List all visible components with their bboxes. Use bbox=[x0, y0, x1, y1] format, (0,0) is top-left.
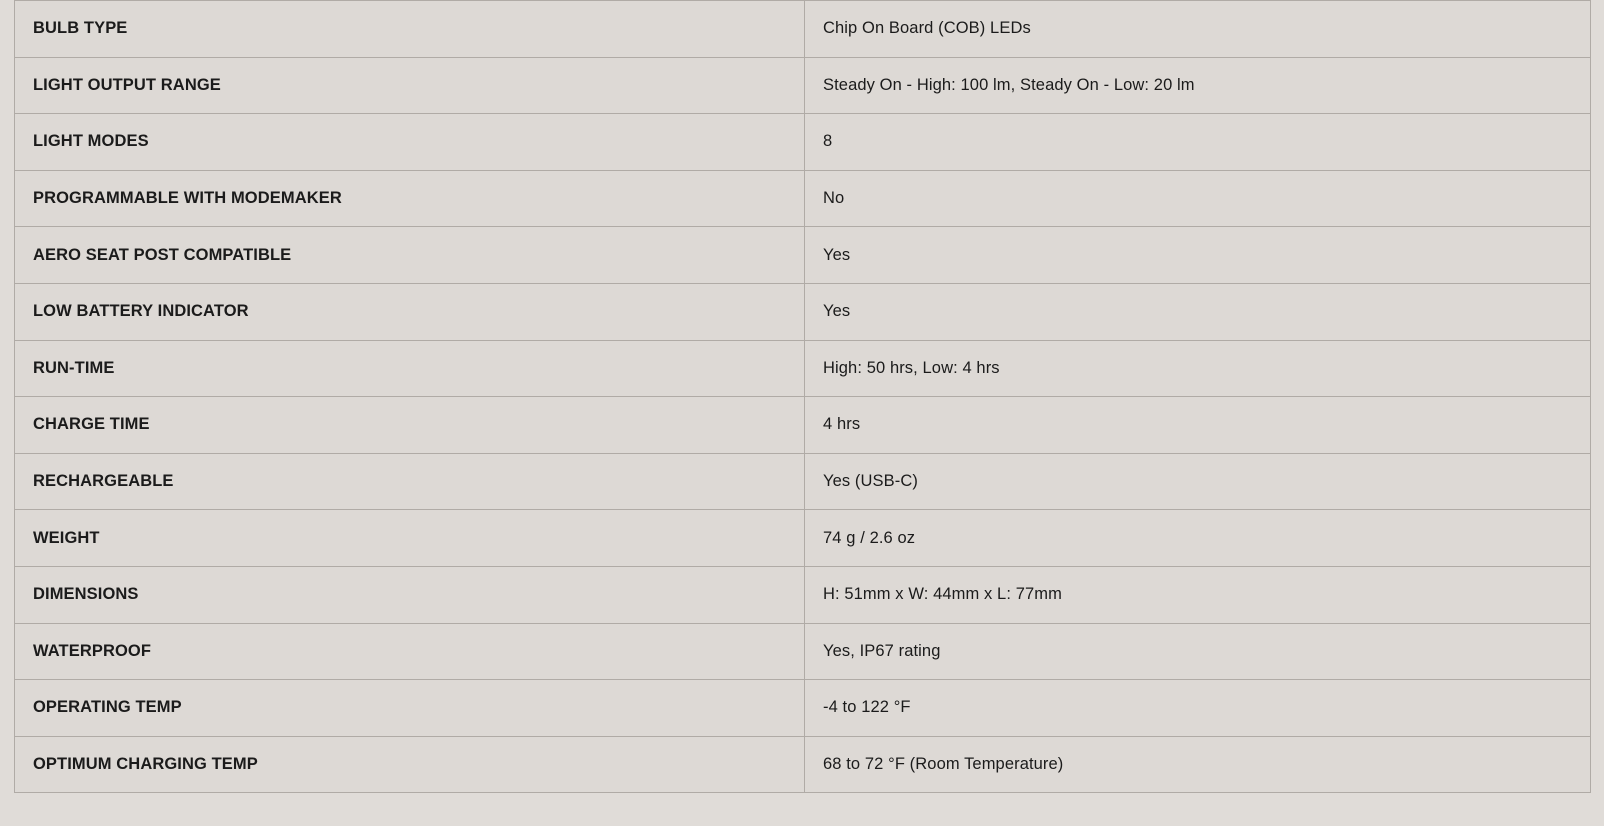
table-row bbox=[15, 227, 1591, 284]
spec-label-cell: RUN-TIME bbox=[15, 340, 805, 397]
table-row bbox=[15, 623, 1591, 680]
spec-label-cell: CHARGE TIME bbox=[15, 397, 805, 454]
table-row bbox=[15, 566, 1591, 623]
specifications-table bbox=[14, 0, 1591, 793]
table-row bbox=[15, 283, 1591, 340]
spec-table-body bbox=[15, 1, 1591, 793]
spec-label-cell: OPERATING TEMP bbox=[15, 680, 805, 737]
spec-value-cell: 74 g / 2.6 oz bbox=[805, 510, 1591, 567]
table-row bbox=[15, 340, 1591, 397]
spec-value-cell: Yes (USB-C) bbox=[805, 453, 1591, 510]
spec-label-cell: DIMENSIONS bbox=[15, 566, 805, 623]
spec-label-cell: WEIGHT bbox=[15, 510, 805, 567]
table-row bbox=[15, 680, 1591, 737]
spec-value-cell: -4 to 122 °F bbox=[805, 680, 1591, 737]
table-row bbox=[15, 736, 1591, 793]
spec-value-cell: No bbox=[805, 170, 1591, 227]
spec-value-cell: High: 50 hrs, Low: 4 hrs bbox=[805, 340, 1591, 397]
spec-label-cell: PROGRAMMABLE WITH MODEMAKER bbox=[15, 170, 805, 227]
spec-label-cell: LIGHT MODES bbox=[15, 114, 805, 171]
spec-value-cell: Yes, IP67 rating bbox=[805, 623, 1591, 680]
table-row bbox=[15, 510, 1591, 567]
table-row bbox=[15, 453, 1591, 510]
spec-label-cell: LOW BATTERY INDICATOR bbox=[15, 283, 805, 340]
spec-value-cell: 68 to 72 °F (Room Temperature) bbox=[805, 736, 1591, 793]
spec-label-cell: LIGHT OUTPUT RANGE bbox=[15, 57, 805, 114]
spec-label-cell: OPTIMUM CHARGING TEMP bbox=[15, 736, 805, 793]
spec-value-cell: H: 51mm x W: 44mm x L: 77mm bbox=[805, 566, 1591, 623]
spec-value-cell: Yes bbox=[805, 227, 1591, 284]
table-row bbox=[15, 57, 1591, 114]
table-row bbox=[15, 397, 1591, 454]
spec-value-cell: 4 hrs bbox=[805, 397, 1591, 454]
table-row bbox=[15, 170, 1591, 227]
spec-value-cell: Yes bbox=[805, 283, 1591, 340]
spec-label-cell: AERO SEAT POST COMPATIBLE bbox=[15, 227, 805, 284]
spec-label-cell: RECHARGEABLE bbox=[15, 453, 805, 510]
spec-label-cell: BULB TYPE bbox=[15, 1, 805, 58]
table-row bbox=[15, 1, 1591, 58]
spec-value-cell: 8 bbox=[805, 114, 1591, 171]
spec-value-cell: Chip On Board (COB) LEDs bbox=[805, 1, 1591, 58]
table-row bbox=[15, 114, 1591, 171]
spec-label-cell: WATERPROOF bbox=[15, 623, 805, 680]
spec-value-cell: Steady On - High: 100 lm, Steady On - Low: 20 lm bbox=[805, 57, 1591, 114]
